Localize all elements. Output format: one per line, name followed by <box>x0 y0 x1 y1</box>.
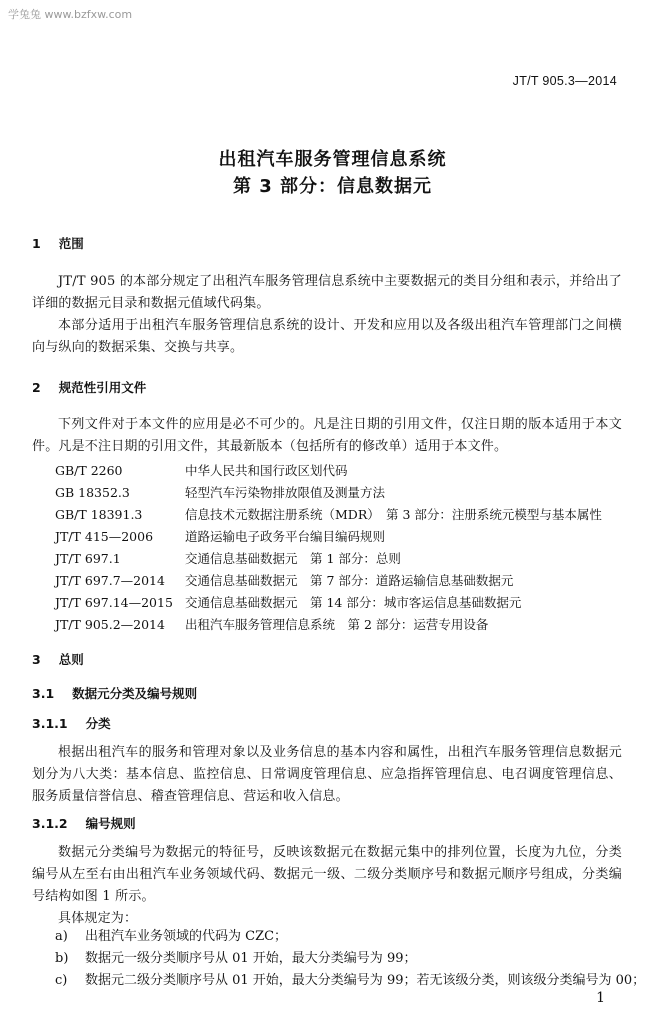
reference-title: 道路运输电子政务平台编目编码规则 <box>185 529 386 544</box>
standard-code: JT/T 905.3—2014 <box>512 74 617 88</box>
section-number: 3 <box>32 652 41 667</box>
section-2-intro <box>32 414 622 458</box>
paragraph: 下列文件对于本文件的应用是必不可少的。凡是注日期的引用文件，仅注日期的版本适用于本文件。凡是不注日期的引用文件，其最新版本（包括所有的修改单）适用于本文件。 <box>32 417 622 454</box>
reference-code: JT/T 697.1 <box>55 551 121 566</box>
section-3-1-1-heading <box>32 714 111 732</box>
reference-item <box>55 571 513 589</box>
reference-code: GB/T 2260 <box>55 463 123 478</box>
paragraph: 数据元分类编号为数据元的特征号，反映该数据元在数据元集中的排列位置，长度为九位，分类编号从左至右由出租汽车业务领域代码、数据元一级、二级分类顺序号和数据元顺序号组成，分类编号结构如图 1 所示。 <box>32 845 622 904</box>
reference-code: GB/T 18391.3 <box>55 507 143 522</box>
page-number: 1 <box>596 990 605 1006</box>
reference-code: GB 18352.3 <box>55 485 130 500</box>
reference-title: 交通信息基础数据元 第 1 部分：总则 <box>185 551 401 566</box>
section-title: 分类 <box>85 716 111 731</box>
section-title: 总则 <box>58 652 84 667</box>
list-item <box>55 947 416 966</box>
reference-title: 中华人民共和国行政区划代码 <box>185 463 348 478</box>
list-text: 出租汽车业务领域的代码为 CZC； <box>85 929 288 944</box>
section-3-heading <box>32 650 84 668</box>
section-1-heading <box>32 234 84 252</box>
list-item <box>55 969 645 988</box>
list-marker: b) <box>55 951 69 966</box>
reference-item <box>55 549 401 567</box>
reference-code: JT/T 697.14—2015 <box>55 595 173 610</box>
reference-item <box>55 461 348 479</box>
reference-item <box>55 593 521 611</box>
reference-title: 信息技术元数据注册系统（MDR） 第 3 部分：注册系统元模型与基本属性 <box>185 507 602 522</box>
reference-item <box>55 505 602 523</box>
reference-code: JT/T 415—2006 <box>55 529 154 544</box>
watermark: 学兔兔 www.bzfxw.com <box>8 8 133 21</box>
reference-title: 交通信息基础数据元 第 14 部分：城市客运信息基础数据元 <box>185 595 522 610</box>
reference-title: 轻型汽车污染物排放限值及测量方法 <box>185 485 386 500</box>
section-1-body <box>32 271 622 359</box>
list-text: 数据元二级分类顺序号从 01 开始，最大分类编号为 99；若无该级分类，则该级分类编号为 00； <box>85 973 646 988</box>
list-text: 数据元一级分类顺序号从 01 开始，最大分类编号为 99； <box>85 951 417 966</box>
section-3-1-1-body <box>32 742 622 808</box>
section-number: 3.1.2 <box>32 816 68 831</box>
paragraph-lead: 具体规定为： <box>58 911 138 926</box>
list-marker: a) <box>55 929 68 944</box>
section-number: 1 <box>32 236 41 251</box>
reference-item <box>55 615 488 633</box>
list-marker: c) <box>55 973 68 988</box>
list-item <box>55 925 287 944</box>
reference-item <box>55 527 385 545</box>
section-3-1-2-heading <box>32 814 136 832</box>
reference-title: 交通信息基础数据元 第 7 部分：道路运输信息基础数据元 <box>185 573 514 588</box>
reference-code: JT/T 905.2—2014 <box>55 617 165 632</box>
section-number: 2 <box>32 380 41 395</box>
reference-code: JT/T 697.7—2014 <box>55 573 165 588</box>
paragraph: JT/T 905 的本部分规定了出租汽车服务管理信息系统中主要数据元的类目分组和表示，并给出了详细的数据元目录和数据元值域代码集。 <box>32 274 622 311</box>
document-title: 出租汽车服务管理信息系统 <box>218 149 447 170</box>
section-title: 数据元分类及编号规则 <box>72 686 198 701</box>
section-title: 范围 <box>58 236 84 251</box>
section-2-heading <box>32 378 146 396</box>
section-3-1-2-body <box>32 842 622 930</box>
section-number: 3.1 <box>32 686 55 701</box>
paragraph: 根据出租汽车的服务和管理对象以及业务信息的基本内容和属性，出租汽车服务管理信息数据元划分为八大类：基本信息、监控信息、日常调度管理信息、应急指挥管理信息、电召调度管理信息、服务质量信誉信息、稽查管理信息、营运和收入信息。 <box>32 745 622 804</box>
reference-title: 出租汽车服务管理信息系统 第 2 部分：运营专用设备 <box>185 617 489 632</box>
section-title: 规范性引用文件 <box>58 380 147 395</box>
document-subtitle: 第 3 部分：信息数据元 <box>232 176 433 197</box>
reference-item <box>55 483 385 501</box>
section-3-1-heading <box>32 684 197 702</box>
section-number: 3.1.1 <box>32 716 68 731</box>
paragraph: 本部分适用于出租汽车服务管理信息系统的设计、开发和应用以及各级出租汽车管理部门之间横向与纵向的数据采集、交换与共享。 <box>32 318 622 355</box>
section-title: 编号规则 <box>85 816 136 831</box>
